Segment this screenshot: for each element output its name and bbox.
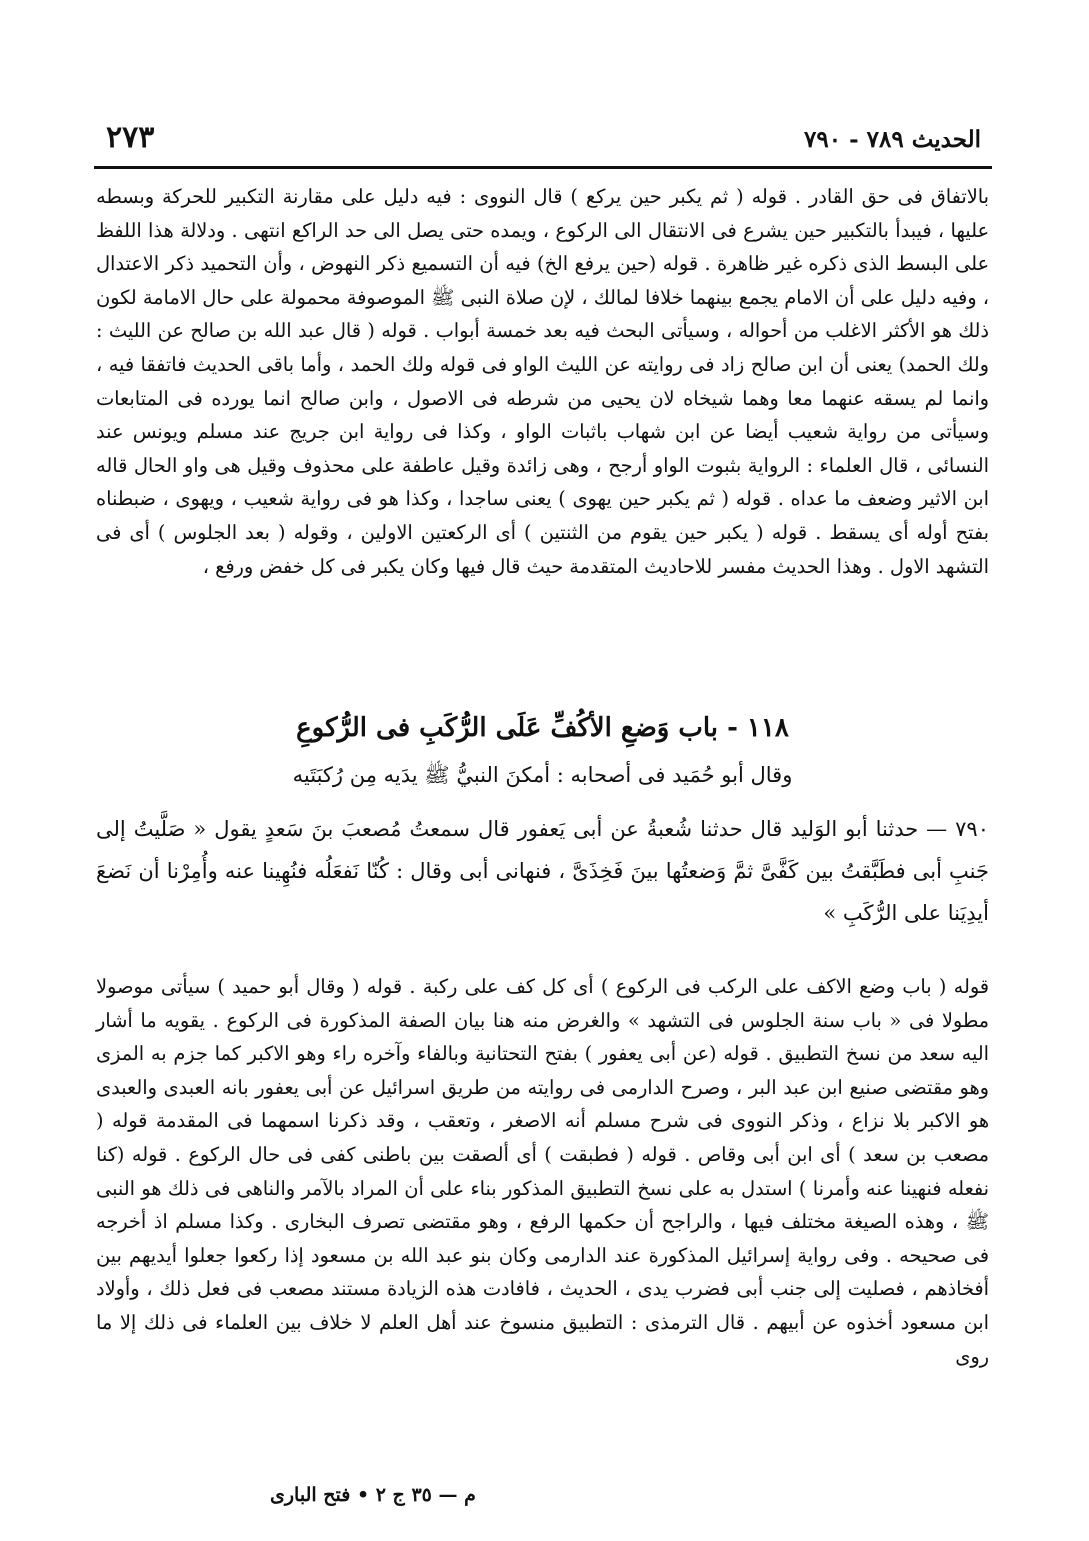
page-footer: م — ٣٥ ج ٢ • فتح البارى	[270, 1484, 476, 1506]
hadith-text: ٧٩٠ — حدثنا أبو الوَليد قال حدثنا شُعبةُ عن أبى يَعفور قال سمعتُ مُصعبَ بنَ سَعدٍ يقول « صَلَّيتُ إلى جَنبِ أبى فطَبَّقتُ بين كَفَّىَّ ثمَّ وَضعتُها بينَ فَخِذَىَّ ، فنهانى أبى وقال : كُنّا نَفعَلُه فنُهِينا عنه وأُمِرْنا أن نَضعَ أيدِيَنا على الرُّكَبِ »	[96, 817, 989, 925]
page-header	[100, 118, 985, 162]
header-rule	[94, 166, 992, 169]
chapter-heading: ١١٨ - باب وَضعِ الأكُفِّ عَلَى الرُّكَبِ فى الرُّكوعِ	[296, 713, 789, 743]
commentary-paragraph: قوله ( باب وضع الاكف على الركب فى الركوع ) أى كل كف على ركبة . قوله ( وقال أبو حميد ) سيأتى موصولا مطولا فى « باب سنة الجلوس فى التشهد » والغرض منه هنا بيان الصفة المذكورة فى الركوع . يقويه ما أشار اليه سعد من نسخ التطبيق . قوله (عن أبى يعفور ) بفتح التحتانية وبالفاء وآخره راء وهو الاكبر كما جزم به المزى وهو مقتضى صنيع ابن عبد البر ، وصرح الدارمى فى روايته من طريق اسرائيل عن أبى يعفور بانه العبدى والعبدى هو الاكبر بلا نزاع ، وذكر النووى فى شرح مسلم أنه الاصغر ، وتعقب ، وقد ذكرنا اسمهما فى المقدمة قوله ( مصعب بن سعد ) أى ابن أبى وقاص . قوله ( فطبقت ) أى ألصقت بين باطنى كفى فى حال الركوع . قوله (كنا نفعله فنهينا عنه وأمرنا ) استدل به على نسخ التطبيق المذكور بناء على أن المراد بالآمر والناهى فى ذلك هو النبى ﷺ ، وهذه الصيغة مختلف فيها ، والراجح أن حكمها الرفع ، وهو مقتضى تصرف البخارى . وكذا مسلم اذ أخرجه فى صحيحه . وفى رواية إسرائيل المذكورة عند الدارمى وكان بنو عبد الله بن مسعود إذا ركعوا جعلوا أيديهم بين أفخاذهم ، فصليت إلى جنب أبى فضرب يدى ، الحديث ، فافادت هذه الزيادة مستند مصعب فى فعل ذلك ، وأولاد ابن مسعود أخذوه عن أبيهم . قال الترمذى : التطبيق منسوخ عند أهل العلم لا خلاف بين العلماء فى ذلك إلا ما روى	[96, 975, 989, 1368]
commentary-paragraph: بالاتفاق فى حق القادر . قوله ( ثم يكبر حين يركع ) قال النووى : فيه دليل على مقارنة التكبير للحركة وبسطه عليها ، فيبدأ بالتكبير حين يشرع فى الانتقال الى الركوع ، ويمده حتى يصل الى حد الراكع انتهى . ودلالة هذا اللفظ على البسط الذى ذكره غير ظاهرة . قوله (حين يرفع الخ) فيه أن التسميع ذكر النهوض ، وأن التحميد ذكر الاعتدال ، وفيه دليل على أن الامام يجمع بينهما خلافا لمالك ، لإن صلاة النبى ﷺ الموصوفة محمولة على حال الامامة لكون ذلك هو الأكثر الاغلب من أحواله ، وسيأتى البحث فيه بعد خمسة أبواب . قوله ( قال عبد الله بن صالح عن الليث : ولك الحمد) يعنى أن ابن صالح زاد فى روايته عن الليث الواو فى قوله ولك الحمد ، وأما باقى الحديث فاتفقا فيه ، وانما لم يسقه عنهما معا وهما شيخاه لان يحيى من شرطه فى الاصول ، وابن صالح انما يورده فى المتابعات وسيأتى من رواية شعيب أيضا عن ابن شهاب باثبات الواو ، وكذا فى رواية ابن جريج عند مسلم ويونس عند النسائى ، قال العلماء : الرواية بثبوت الواو أرجح ، وهى زائدة وقيل عاطفة على محذوف وقيل هى واو الحال قاله ابن الاثير وضعف ما عداه . قوله ( ثم يكبر حين يهوى ) يعنى ساجدا ، وكذا هو فى رواية شعيب ، ويهوى ، ضبطناه بفتح أوله أى يسقط . قوله ( يكبر حين يقوم من الثنتين ) أى الركعتين الاولين ، وقوله ( بعد الجلوس ) أى فى التشهد الاول . وهذا الحديث مفسر للاحاديث المتقدمة حيث قال فيها وكان يكبر فى كل خفض ورفع ،	[96, 185, 989, 578]
chapter-subheading: وقال أبو حُمَيد فى أصحابه : أمكنَ النبيُّ ﷺ يدَيه مِن رُكبَتَيه	[292, 763, 793, 787]
running-title: الحديث ٧٨٩ - ٧٩٠	[804, 126, 981, 153]
page-number: ٢٧٣	[106, 120, 155, 155]
